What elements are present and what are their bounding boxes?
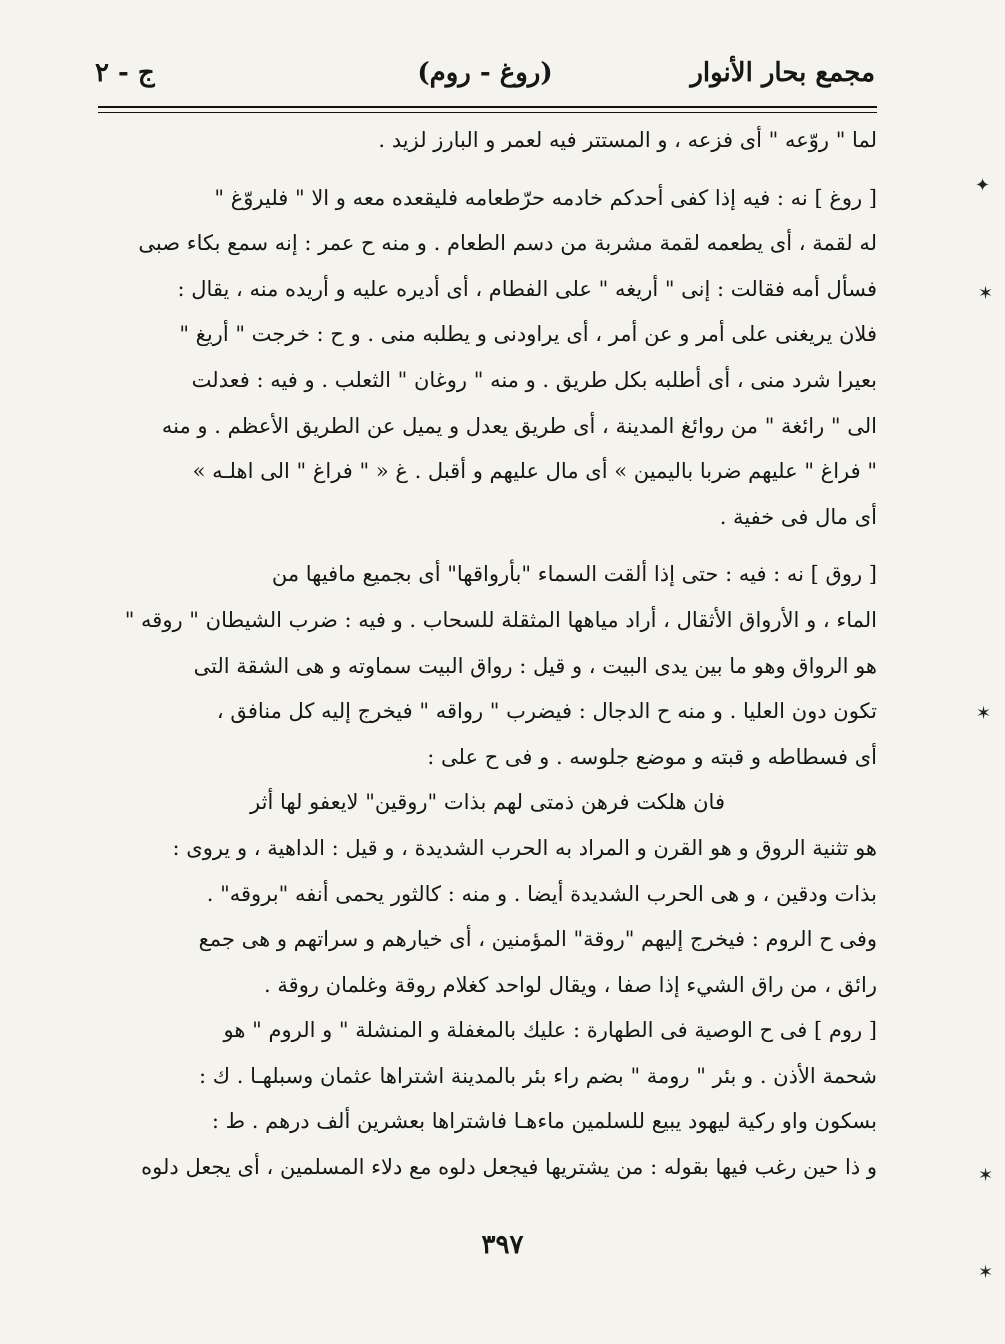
margin-mark: ✶: [976, 703, 992, 724]
volume-number: ج - ٢: [95, 58, 155, 88]
text-line: و ذا حين رغب فيها بقوله : من يشتريها فيجعل دلوه مع دلاء المسلمين ، أى يجعل دلوه: [141, 1155, 877, 1180]
entry-range: (روغ - روم): [417, 58, 553, 88]
text-line: الماء ، و الأرواق الأثقال ، أراد مياهها المثقلة للسحاب . و فيه : ضرب الشيطان " روقه ": [124, 607, 877, 632]
text-line: فسأل أمه فقالت : إنى " أريغه " على الفطام ، أى أديره عليه و أريده منه ، يقال :: [177, 276, 877, 301]
text-line: هو الرواق وهو ما بين يدى البيت ، و قيل : رواق البيت سماوته و هى الشقة التى: [193, 653, 877, 678]
text-line: بعيرا شرد منى ، أى أطلبه بكل طريق . و منه " روغان " الثعلب . و فيه : فعدلت: [191, 367, 877, 392]
margin-mark: ✦: [975, 175, 991, 196]
text-line: أى فسطاطه و قبته و موضع جلوسه . و فى ح على :: [427, 744, 877, 769]
text-line: " فراغ " عليهم ضربا باليمين » أى مال عليهم و أقبل . غ « " فراغ " الى اهلـه »: [192, 459, 877, 484]
margin-mark: ✶: [978, 283, 994, 304]
text-line: له لقمة ، أى يطعمه لقمة مشربة من دسم الطعام . و منه ح عمر : إنه سمع بكاء صبى: [138, 231, 877, 256]
text-line: أى مال فى خفية .: [719, 504, 877, 529]
page-number: ٣٩٧: [481, 1230, 524, 1260]
margin-mark: ✶: [978, 1262, 994, 1283]
text-line: تكون دون العليا . و منه ح الدجال : فيضرب " رواقه " فيخرج إليه كل منافق ،: [216, 699, 877, 724]
text-line: الى " رائغة " من روائغ المدينة ، أى طريق يعدل و يميل عن الطريق الأعظم . و منه: [161, 413, 877, 438]
text-line: [ روغ ] نه : فيه إذا كفى أحدكم خادمه حرّطعامه فليقعده معه و الا " فليروّغ ": [214, 185, 877, 210]
text-line: وفى ح الروم : فيخرج إليهم "روقة" المؤمنين ، أى خيارهم و سراتهم و هى جمع: [198, 927, 877, 952]
text-line: لما " روّعه " أى فزعه ، و المستتر فيه لعمر و البارز لزيد .: [378, 128, 877, 152]
header-rule-thick: [98, 106, 877, 108]
running-header: [95, 50, 875, 110]
text-line: فلان يريغنى على أمر و عن أمر ، أى يراودنى و يطلبه منى . و ح : خرجت " أريغ ": [179, 322, 877, 347]
text-line: بذات ودقين ، و هى الحرب الشديدة أيضا . و منه : كالثور يحمى أنفه "بروقه" .: [206, 881, 877, 906]
text-line: [ روق ] نه : فيه : حتى إذا ألقت السماء "بأرواقها" أى بجميع مافيها من: [271, 562, 877, 587]
text-line: شحمة الأذن . و بئر " رومة " بضم راء بئر بالمدينة اشتراها عثمان وسبلهـا . ك :: [198, 1063, 877, 1088]
text-line: [ روم ] فى ح الوصية فى الطهارة : عليك بالمغفلة و المنشلة " و الروم " هو: [223, 1018, 877, 1043]
text-line: رائق ، من راق الشيء إذا صفا ، ويقال لواحد كغلام روقة وغلمان روقة .: [264, 972, 877, 997]
text-line: بسكون واو ركية ليهود يبيع للسلمين ماءهـا فاشتراها بعشرين ألف درهم . ط :: [211, 1109, 877, 1134]
body-text: [98, 118, 877, 1191]
margin-mark: ✶: [978, 1165, 994, 1186]
header-rule-thin: [98, 112, 877, 113]
verse-line: فان هلكت فرهن ذمتى لهم بذات "روقين" لايعفو لها أثر: [250, 790, 725, 815]
book-title: مجمع بحار الأنوار: [690, 58, 875, 88]
text-line: هو تثنية الروق و هو القرن و المراد به الحرب الشديدة ، و قيل : الداهية ، و يروى :: [172, 835, 877, 860]
